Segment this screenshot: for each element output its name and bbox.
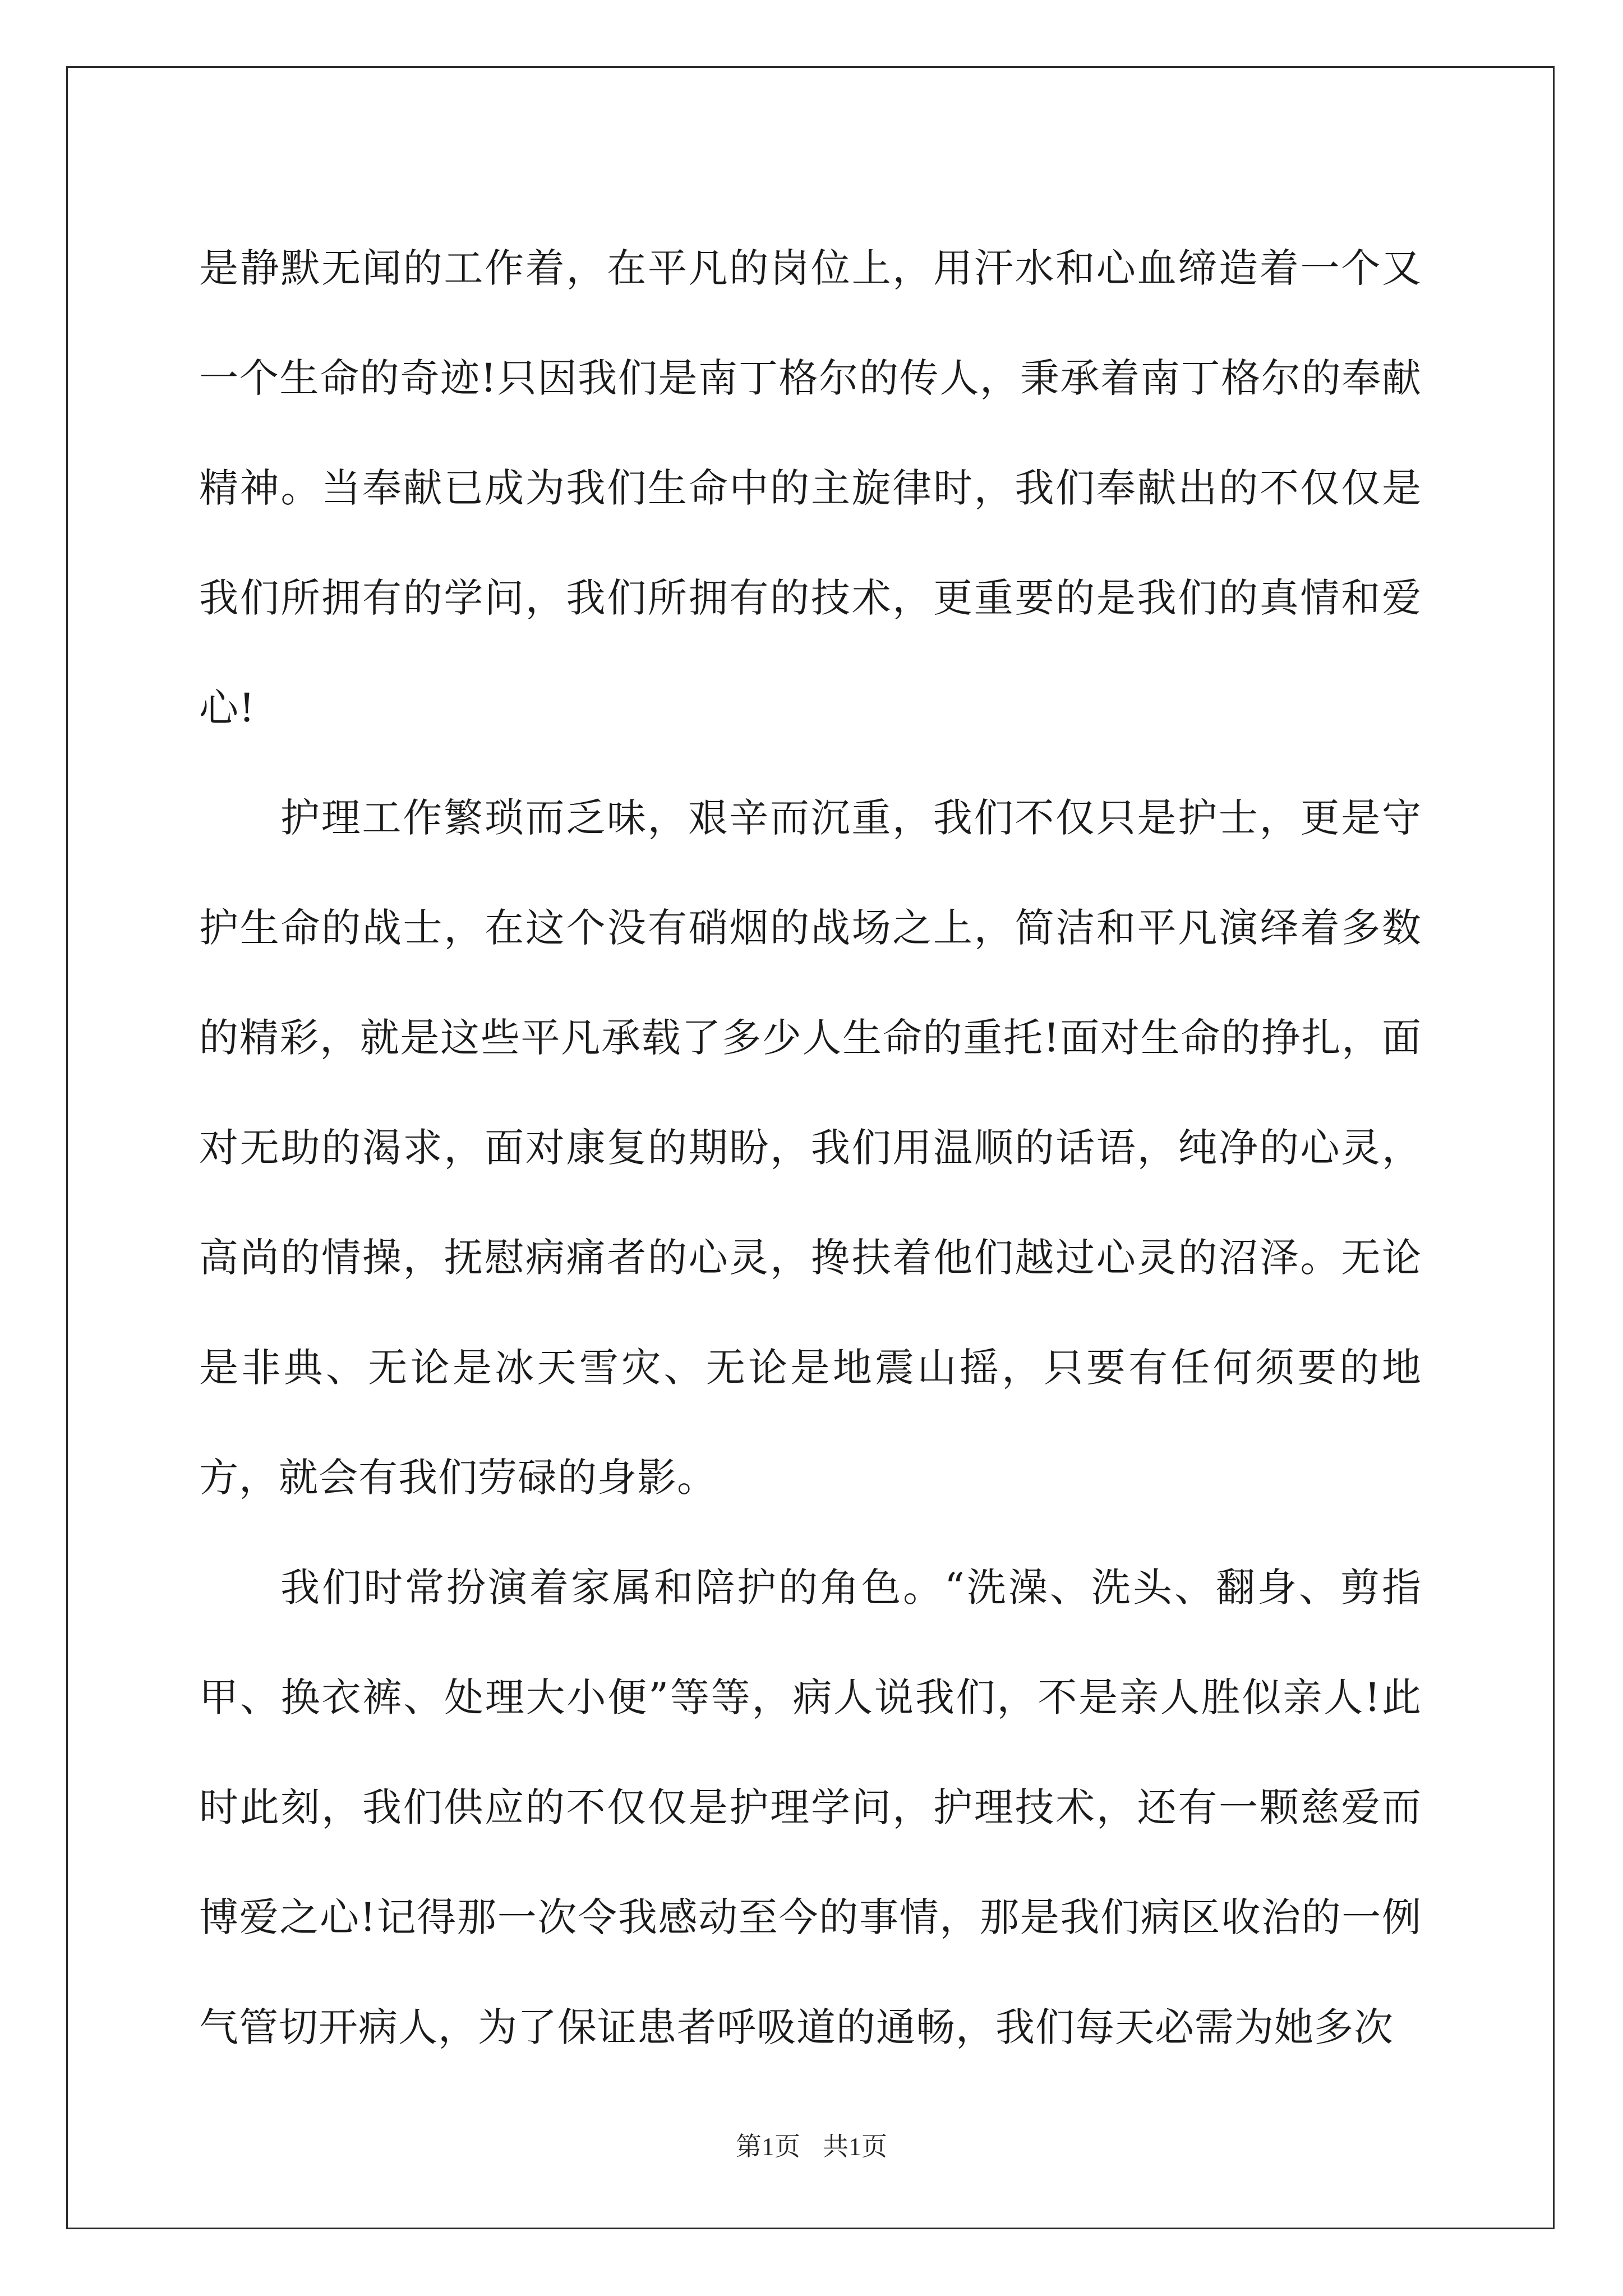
paragraph-1: 是静默无闻的工作着，在平凡的岗位上，用汗水和心血缔造着一个又一个生命的奇迹!只因我们是南丁格尔的传人，秉承着南丁格尔的奉献精神。当奉献已成为我们生命中的主旋律时，我们奉献出的不仅仅是我们所拥有的学问，我们所拥有的技术，更重要的是我们的真情和爱心! [199,245,1422,731]
page-number: 第1页 [736,2132,800,2161]
page-total: 共1页 [823,2132,887,2161]
document-body [199,213,1422,2082]
paragraph-3: 我们时常扮演着家属和陪护的角色。“洗澡、洗头、翻身、剪指甲、换衣裤、处理大小便”等等，病人说我们，不是亲人胜似亲人!此时此刻，我们供应的不仅仅是护理学问，护理技术，还有一颗慈爱而博爱之心!记得那一次令我感动至今的事情，那是我们病区收治的一例气管切开病人，为了保证患者呼吸道的通畅，我们每天必需为她多次 [199,1565,1422,2050]
page-footer [0,2126,1623,2163]
paragraph-2: 护理工作繁琐而乏味，艰辛而沉重，我们不仅只是护士，更是守护生命的战士，在这个没有硝烟的战场之上，简洁和平凡演绎着多数的精彩，就是这些平凡承载了多少人生命的重托!面对生命的挣扎，面对无助的渴求，面对康复的期盼，我们用温顺的话语，纯净的心灵，高尚的情操，抚慰病痛者的心灵，搀扶着他们越过心灵的沼泽。无论是非典、无论是冰天雪灾、无论是地震山摇，只要有任何须要的地方，就会有我们劳碌的身影。 [199,795,1422,1501]
